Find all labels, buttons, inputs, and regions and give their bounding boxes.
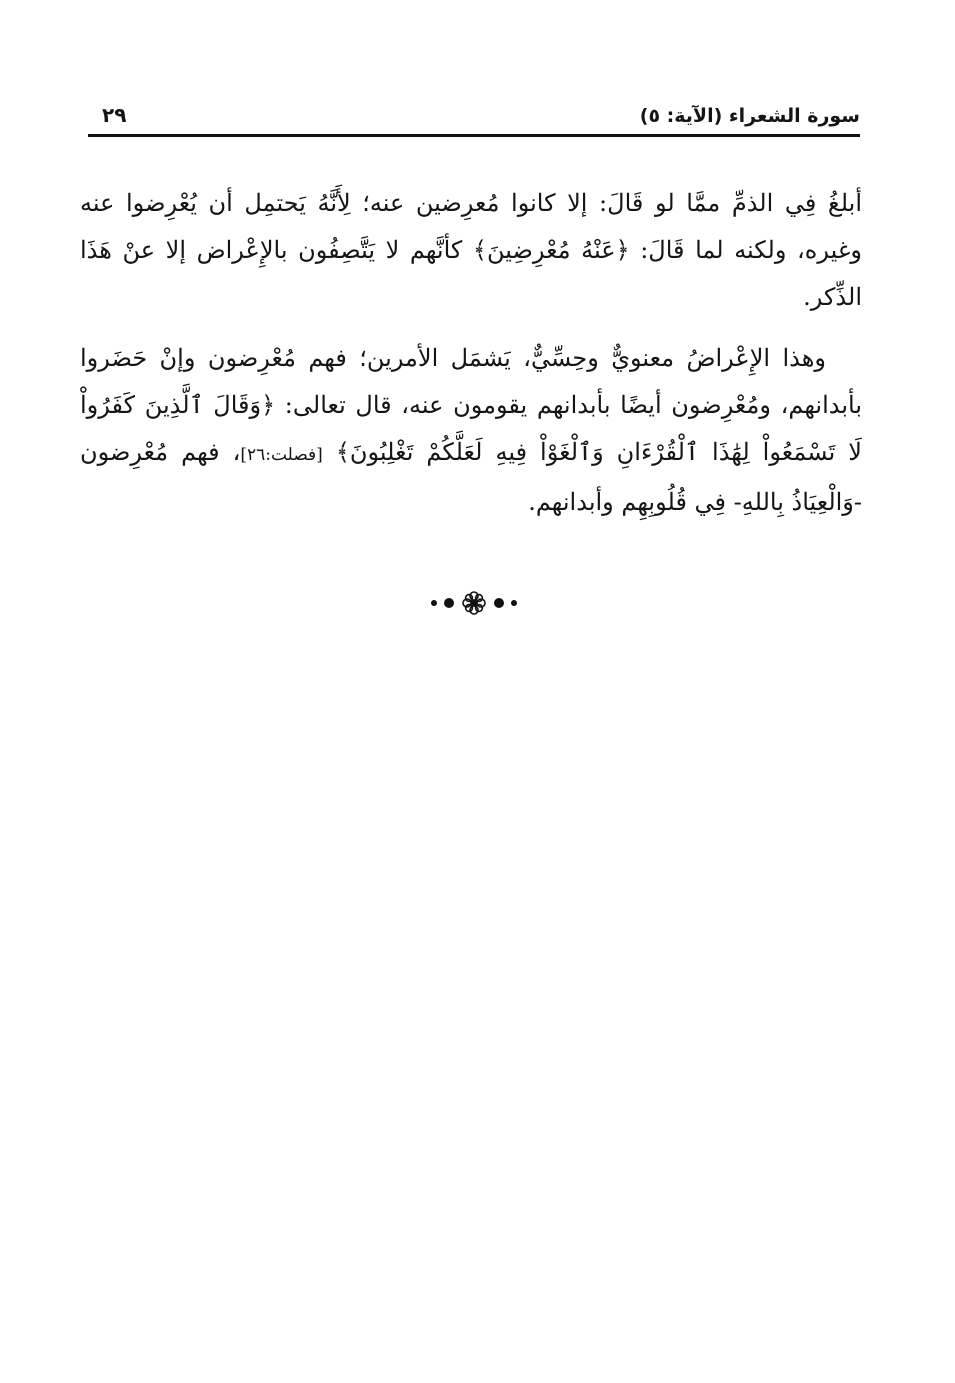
paragraph-2: [80, 335, 862, 526]
surah-title: سورة الشعراء (الآية: ٥): [639, 105, 860, 127]
small-dot-icon: [431, 600, 437, 606]
paragraph-1: أبلغُ فِي الذمِّ ممَّا لو قَالَ: إلا كانوا مُعرِضين عنه؛ لِأَنَّهُ يَحتمِل أن يُعْرِضوا عنه وغيره، ولكنه لما قَالَ: ﴿عَنْهُ مُعْرِضِينَ﴾ كأنَّهم لا يَتَّصِفُون بالإِعْراض إلا عنْ هَذَا الذِّكر.: [80, 189, 862, 311]
paragraph-2-ending: ، فهم مُعْرِضون -وَالْعِيَاذُ بِاللهِ- فِي قُلُوبِهِم وأبدانهم.: [80, 438, 862, 516]
page-header: [88, 100, 860, 136]
paragraph-2-text: وهذا الإِعْراضُ معنويٌّ وحِسِّيٌّ، يَشمَل الأمرين؛ فهم مُعْرِضون وإنْ حَضَروا بأبدانهم، ومُعْرِضون أيضًا بأبدانهم يقومون عنه، قال تعالى: ﴿وَقَالَ ٱلَّذِينَ كَفَرُواْ لَا تَسْمَعُواْ لِهَٰذَا ٱلْقُرْءَانِ وَٱلْغَوْاْ فِيهِ لَعَلَّكُمْ تَغْلِبُونَ﴾: [80, 344, 862, 466]
small-dot-icon: [511, 600, 517, 606]
large-dot-icon: [444, 598, 454, 608]
quran-citation: [فصلت:٢٦]: [240, 445, 323, 465]
header-divider: [88, 134, 860, 137]
page-body: [80, 180, 862, 526]
page-number: ٢٩: [102, 103, 127, 127]
large-dot-icon: [494, 598, 504, 608]
section-end-ornament: [419, 589, 529, 617]
floral-divider-icon: [461, 590, 487, 616]
